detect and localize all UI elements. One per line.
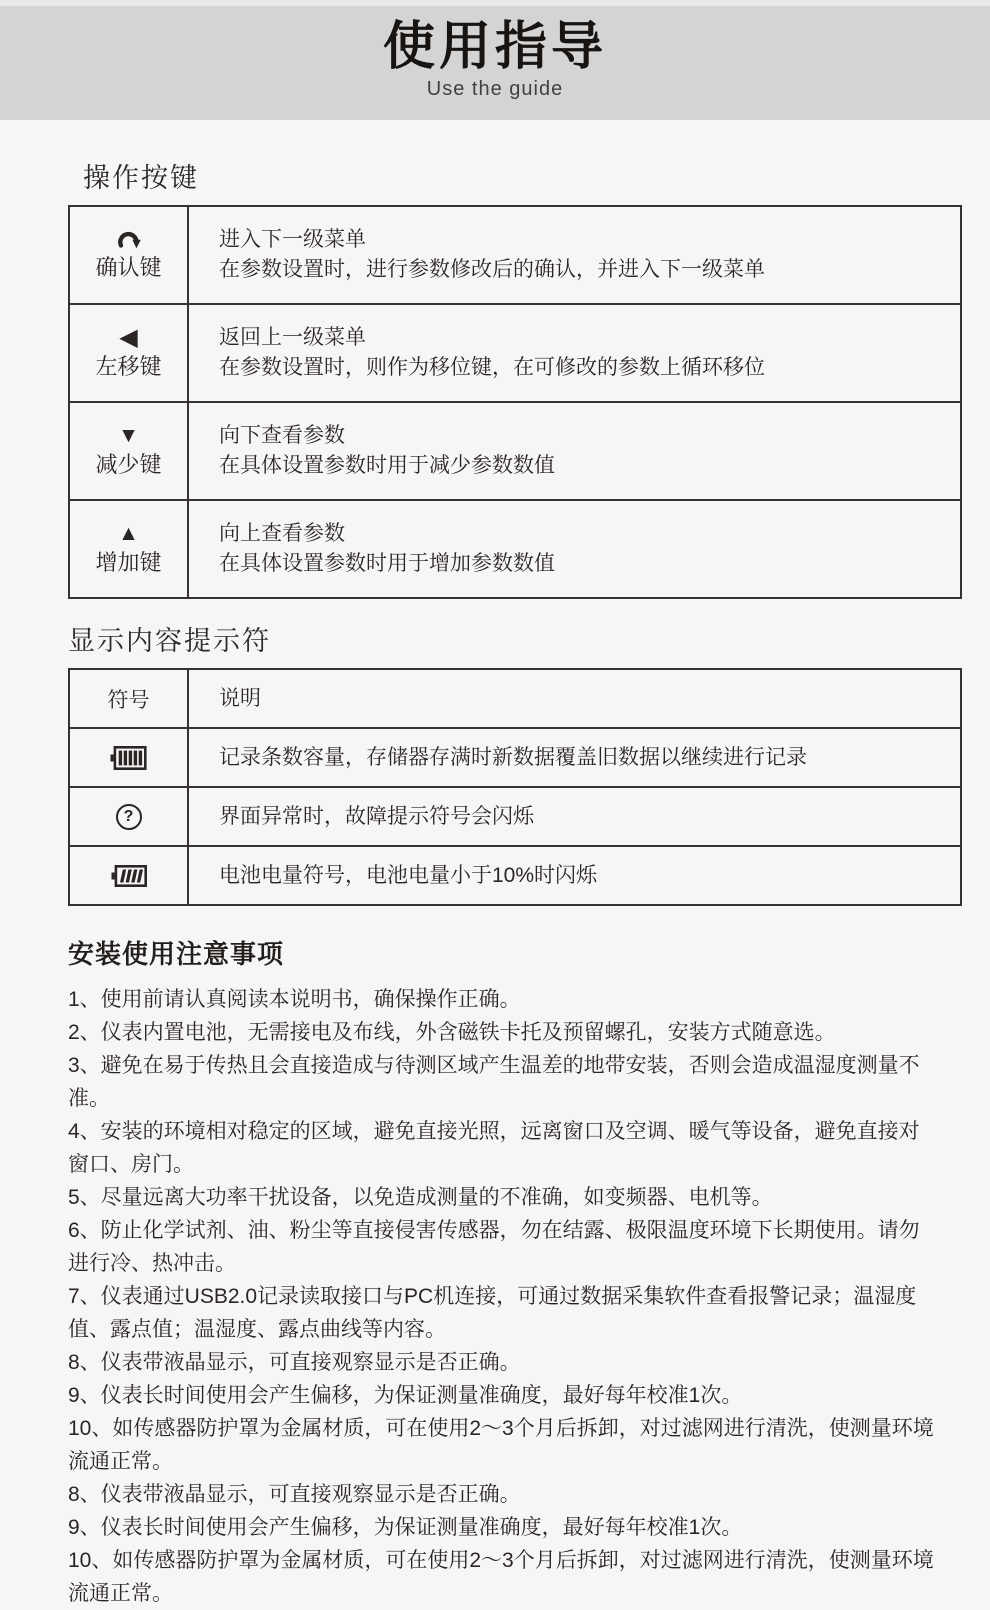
key-desc-line: 在具体设置参数时用于增加参数数值 bbox=[219, 552, 555, 575]
note-item: 2、仪表内置电池，无需接电及布线，外含磁铁卡托及预留螺孔，安装方式随意选。 bbox=[68, 1021, 836, 1044]
content-column bbox=[0, 164, 990, 1610]
key-label: 左移键 bbox=[95, 354, 162, 379]
note-item: 4、安装的环境相对稳定的区域，避免直接光照，远离窗口及空调、暖气等设备，避免直接对窗口、房门。 bbox=[68, 1120, 920, 1176]
notes-list bbox=[68, 983, 940, 1610]
note-item: 6、防止化学试剂、油、粉尘等直接侵害传感器，勿在结露、极限温度环境下长期使用。请勿进行冷、热冲击。 bbox=[68, 1219, 920, 1275]
column-header-symbol: 符号 bbox=[69, 669, 188, 728]
key-desc-line: 返回上一级菜单 bbox=[219, 326, 366, 349]
indicator-description: 记录条数容量，存储器存满时新数据覆盖旧数据以继续进行记录 bbox=[188, 728, 961, 787]
section-heading-operation-keys: 操作按键 bbox=[83, 163, 199, 193]
key-desc-line: 在具体设置参数时用于减少参数数值 bbox=[219, 454, 555, 477]
indicators-table bbox=[68, 668, 962, 906]
table-row bbox=[69, 500, 961, 598]
indicator-description: 电池电量符号，电池电量小于10%时闪烁 bbox=[188, 846, 961, 905]
table-row bbox=[69, 206, 961, 304]
table-row bbox=[69, 728, 961, 787]
key-description-cell bbox=[188, 500, 961, 598]
note-item: 9、仪表长时间使用会产生偏移，为保证测量准确度，最好每年校准1次。 bbox=[68, 1516, 743, 1539]
page-header bbox=[0, 6, 990, 120]
page-subtitle: Use the guide bbox=[426, 78, 564, 100]
fault-question-icon: ? bbox=[116, 804, 142, 830]
key-symbol-cell bbox=[69, 500, 188, 598]
battery-level-icon bbox=[111, 865, 147, 887]
up-triangle-icon: ▲ bbox=[118, 522, 139, 545]
key-symbol-cell bbox=[69, 206, 188, 304]
note-item: 7、仪表通过USB2.0记录读取接口与PC机连接，可通过数据采集软件查看报警记录；温湿度值、露点值；温湿度、露点曲线等内容。 bbox=[68, 1285, 917, 1341]
section-heading-indicators: 显示内容提示符 bbox=[68, 626, 271, 656]
column-header-description: 说明 bbox=[188, 669, 961, 728]
note-item: 10、如传感器防护罩为金属材质，可在使用2～3个月后拆卸，对过滤网进行清洗，使测量环境流通正常。 bbox=[68, 1549, 934, 1605]
key-symbol-cell bbox=[69, 402, 188, 500]
indicator-symbol-cell bbox=[69, 728, 188, 787]
key-desc-line: 在参数设置时，进行参数修改后的确认，并进入下一级菜单 bbox=[219, 258, 765, 281]
note-item: 9、仪表长时间使用会产生偏移，为保证测量准确度，最好每年校准1次。 bbox=[68, 1384, 743, 1407]
indicator-symbol-cell bbox=[69, 846, 188, 905]
note-item: 5、尽量远离大功率干扰设备，以免造成测量的不准确，如变频器、电机等。 bbox=[68, 1186, 773, 1209]
key-desc-line: 进入下一级菜单 bbox=[219, 228, 366, 251]
key-description-cell bbox=[188, 304, 961, 402]
record-capacity-icon bbox=[110, 746, 147, 770]
key-description-cell bbox=[188, 402, 961, 500]
confirm-loop-arrow-icon bbox=[114, 230, 144, 251]
key-label: 减少键 bbox=[95, 452, 162, 477]
table-header-row bbox=[69, 669, 961, 728]
table-row bbox=[69, 787, 961, 846]
key-desc-line: 在参数设置时，则作为移位键，在可修改的参数上循环移位 bbox=[219, 356, 765, 379]
section-heading-notes: 安装使用注意事项 bbox=[68, 939, 285, 969]
indicator-symbol-cell bbox=[69, 787, 188, 846]
key-symbol-cell bbox=[69, 304, 188, 402]
table-row bbox=[69, 846, 961, 905]
key-desc-line: 向上查看参数 bbox=[219, 522, 345, 545]
note-item: 1、使用前请认真阅读本说明书，确保操作正确。 bbox=[68, 988, 521, 1011]
key-label: 确认键 bbox=[95, 254, 162, 280]
table-row bbox=[69, 402, 961, 500]
page-title: 使用指导 bbox=[382, 18, 607, 76]
operation-keys-table bbox=[68, 205, 962, 599]
key-description-cell bbox=[188, 206, 961, 304]
note-item: 8、仪表带液晶显示，可直接观察显示是否正确。 bbox=[68, 1483, 521, 1506]
table-row bbox=[69, 304, 961, 402]
left-triangle-icon: ◀ bbox=[119, 324, 138, 351]
key-desc-line: 向下查看参数 bbox=[219, 424, 345, 447]
note-item: 8、仪表带液晶显示，可直接观察显示是否正确。 bbox=[68, 1351, 521, 1374]
note-item: 10、如传感器防护罩为金属材质，可在使用2～3个月后拆卸，对过滤网进行清洗，使测量环境流通正常。 bbox=[68, 1417, 934, 1473]
indicator-description: 界面异常时，故障提示符号会闪烁 bbox=[188, 787, 961, 846]
down-triangle-icon: ▼ bbox=[118, 424, 139, 447]
note-item: 3、避免在易于传热且会直接造成与待测区域产生温差的地带安装，否则会造成温湿度测量不准。 bbox=[68, 1054, 920, 1110]
key-label: 增加键 bbox=[95, 550, 162, 575]
